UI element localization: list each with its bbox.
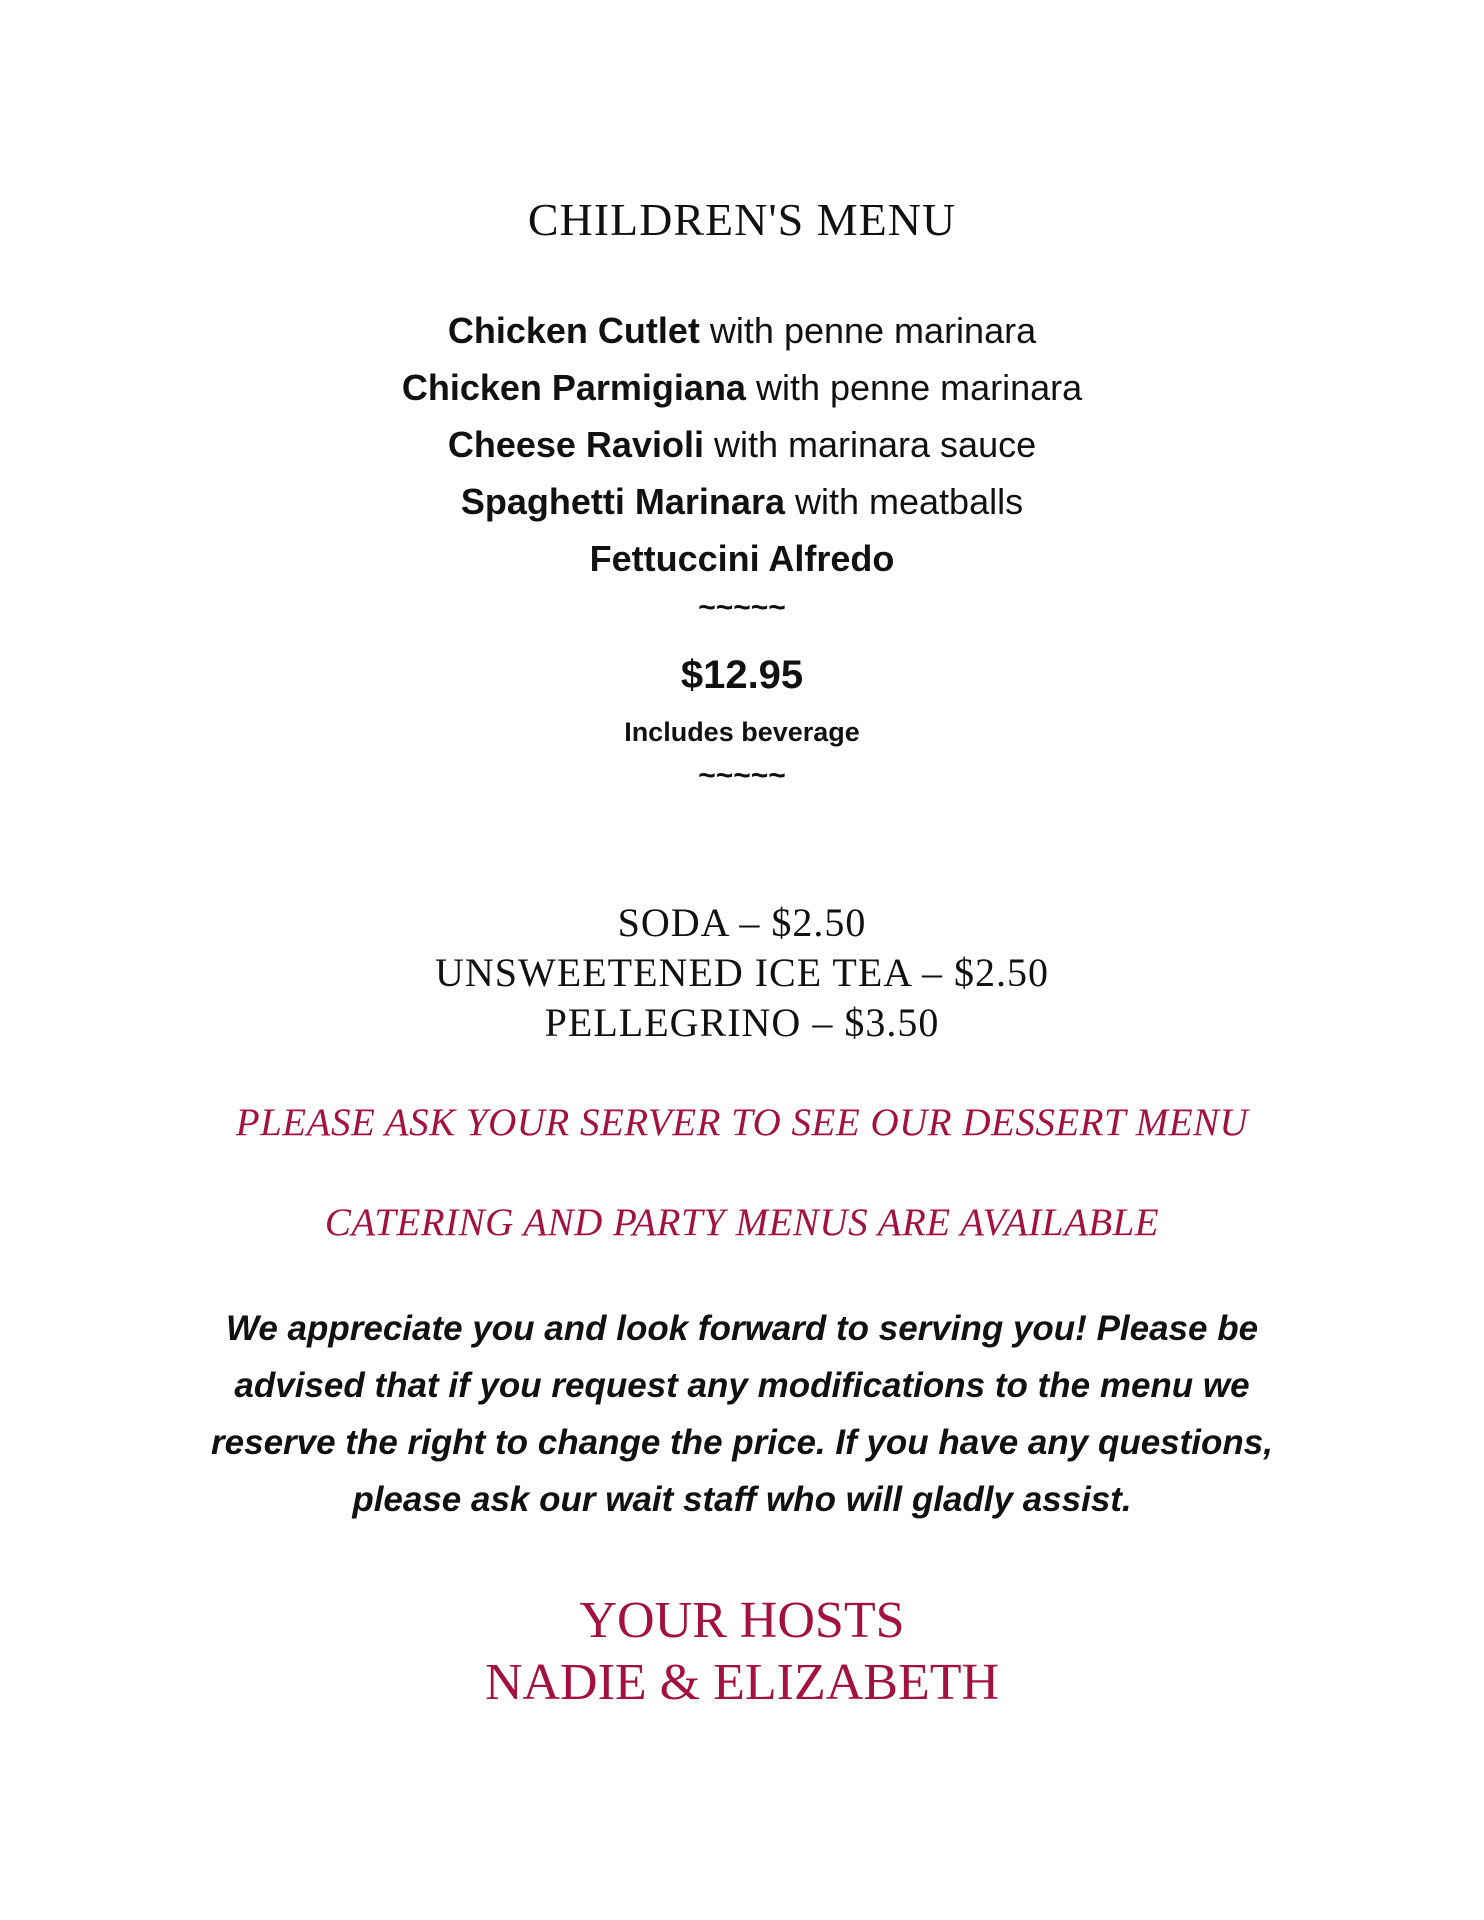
menu-item — [0, 359, 1484, 416]
menu-item-name: Cheese Ravioli — [447, 424, 704, 465]
menu-item-description: with penne marinara — [745, 367, 1083, 408]
catering-note: CATERING AND PARTY MENUS ARE AVAILABLE — [324, 1201, 1160, 1244]
menu-items-list — [0, 302, 1484, 587]
menu-item — [0, 416, 1484, 473]
menu-item — [0, 473, 1484, 530]
menu-item — [0, 302, 1484, 359]
menu-item-name: Chicken Cutlet — [447, 310, 700, 351]
divider-top: ~~~~~ — [698, 591, 786, 624]
disclaimer-line: please ask our wait staff who will gladly assist. — [352, 1480, 1132, 1519]
disclaimer-line: advised that if you request any modifications to the menu we — [234, 1366, 1250, 1405]
price-note: Includes beverage — [624, 717, 860, 747]
menu-item-name: Chicken Parmigiana — [401, 367, 746, 408]
menu-item-name: Fettuccini Alfredo — [589, 538, 895, 579]
drink-item: PELLEGRINO – $3.50 — [544, 1000, 940, 1045]
divider-bottom: ~~~~~ — [698, 759, 786, 792]
dessert-note: PLEASE ASK YOUR SERVER TO SEE OUR DESSERT MENU — [235, 1101, 1249, 1144]
disclaimer-line: reserve the right to change the price. If you have any questions, — [211, 1423, 1273, 1462]
hosts-signoff — [0, 1590, 1484, 1714]
drink-item: SODA – $2.50 — [617, 900, 867, 945]
disclaimer-line: We appreciate you and look forward to serving you! Please be — [225, 1309, 1259, 1348]
menu-item — [0, 530, 1484, 587]
menu-item-description: with meatballs — [784, 481, 1024, 522]
hosts-heading: YOUR HOSTS — [579, 1592, 905, 1649]
menu-item-description: with penne marinara — [699, 310, 1037, 351]
menu-price: $12.95 — [680, 653, 804, 697]
menu-item-description: with marinara sauce — [703, 424, 1037, 465]
page-title: CHILDREN'S MENU — [527, 194, 957, 245]
menu-item-name: Spaghetti Marinara — [460, 481, 785, 522]
drink-item: UNSWEETENED ICE TEA – $2.50 — [435, 950, 1049, 995]
hosts-names: NADIE & ELIZABETH — [484, 1654, 1000, 1711]
disclaimer — [0, 1300, 1484, 1528]
drinks-list — [0, 898, 1484, 1048]
